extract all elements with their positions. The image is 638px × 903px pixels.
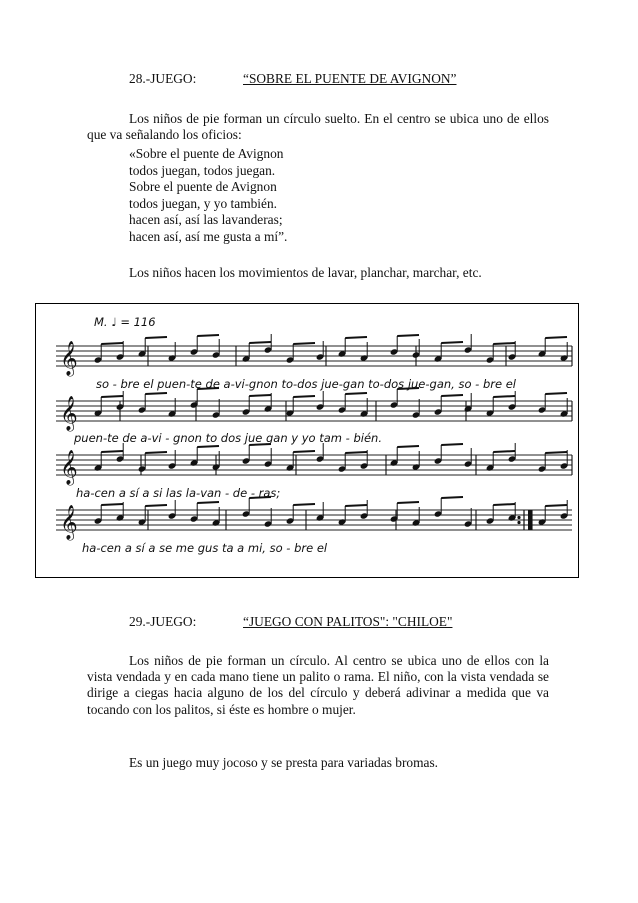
lyrics-line-3: ha-cen a sí a si las la-van - de - ras; — [76, 486, 281, 500]
game28-closing: Los niños hacen los movimientos de lavar, planchar, marchar, etc. — [129, 265, 482, 280]
note-beam — [145, 505, 167, 506]
treble-clef-icon: 𝄞 — [60, 396, 78, 431]
game28-verses — [129, 146, 287, 246]
note-beam — [345, 505, 367, 506]
note-beam — [397, 502, 419, 503]
treble-clef-icon: 𝄞 — [60, 505, 78, 540]
repeat-dot — [517, 521, 520, 524]
note-beam — [197, 502, 219, 503]
note-beam — [545, 337, 567, 338]
game29-number: 29.-JUEGO: — [129, 614, 197, 629]
tempo-marking: M. ♩ = 116 — [94, 315, 156, 329]
note-beam — [441, 444, 463, 445]
note-beam — [345, 337, 367, 338]
game29-heading — [129, 614, 452, 630]
note-beam — [101, 504, 123, 505]
note-beam — [101, 451, 123, 452]
note-beam — [441, 342, 463, 343]
note-beam — [545, 452, 567, 453]
music-score-drawing — [36, 304, 578, 577]
game29-paragraph: Los niños de pie forman un círculo. Al centro se ubica uno de ellos con la vista vendada y en cada mano tiene un palito o rama. El niño, con la vista vendada se dirige a ciegas hacia alguno de los del círculo y deberá adivinar a medida que va tocando con los palitos, si éste es hombre o mujer. — [87, 653, 549, 717]
note-beam — [345, 452, 367, 453]
note-beam — [397, 335, 419, 336]
note-beam — [293, 451, 315, 452]
note-beam — [493, 504, 515, 505]
note-beam — [197, 446, 219, 447]
game28-heading — [129, 71, 457, 87]
note-beam — [545, 393, 567, 394]
lyrics-line-1: so - bre el puen-te de a-vi-gnon to-dos jue-gan to-dos jue-gan, so - bre el — [96, 377, 516, 391]
note-beam — [101, 396, 123, 397]
note-beam — [145, 393, 167, 394]
verse-line: hacen así, así las lavanderas; — [129, 212, 283, 228]
game29-closing: Es un juego muy jocoso y se presta para variadas bromas. — [129, 755, 439, 770]
note-beam — [293, 343, 315, 344]
note-beam — [145, 452, 167, 453]
verse-line: todos juegan, y yo también. — [129, 195, 278, 211]
note-beam — [197, 335, 219, 336]
note-beam — [145, 337, 167, 338]
note-beam — [493, 451, 515, 452]
music-score — [35, 303, 579, 578]
note-beam — [249, 342, 271, 343]
verse-line: hacen así, así me gusta a mí”. — [129, 228, 288, 244]
game28-title: “SOBRE EL PUENTE DE AVIGNON” — [243, 71, 457, 86]
treble-clef-icon: 𝄞 — [60, 341, 78, 376]
note-beam — [293, 396, 315, 397]
note-beam — [441, 497, 463, 498]
verse-line: Sobre el puente de Avignon — [129, 179, 277, 195]
game29-title: “JUEGO CON PALITOS": "CHILOE" — [243, 614, 453, 629]
verse-line: «Sobre el puente de Avignon — [129, 146, 284, 161]
game28-intro: Los niños de pie forman un círculo suelto. En el centro se ubica uno de ellos que va señalando los oficios: — [87, 111, 549, 143]
lyrics-line-4: ha-cen a sí a se me gus ta a mi, so - bre el — [82, 541, 328, 555]
note-beam — [493, 343, 515, 344]
final-bar — [528, 510, 532, 530]
note-beam — [545, 505, 567, 506]
game28-number: 28.-JUEGO: — [129, 71, 197, 86]
note-beam — [441, 395, 463, 396]
note-beam — [101, 343, 123, 344]
note-beam — [249, 395, 271, 396]
repeat-dot — [517, 516, 520, 519]
note-beam — [493, 396, 515, 397]
treble-clef-icon: 𝄞 — [60, 450, 78, 485]
note-beam — [345, 393, 367, 394]
note-beam — [293, 504, 315, 505]
note-beam — [397, 446, 419, 447]
lyrics-line-2: puen-te de a-vi - gnon to dos jue gan y yo tam - bién. — [74, 431, 382, 445]
verse-line: todos juegan, todos juegan. — [129, 162, 276, 178]
